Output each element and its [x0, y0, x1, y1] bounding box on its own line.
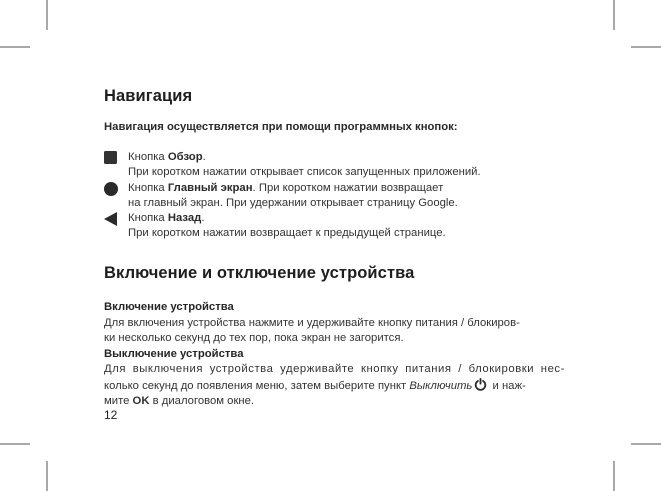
crop-mark-tr-horizontal [631, 46, 661, 48]
crop-mark-tl-vertical [46, 0, 48, 30]
square-icon [104, 151, 117, 164]
nav-button-list [104, 150, 574, 242]
power-off-text-line: Для выключения устройства удерживайте кнопку питания / блокировки нес- [104, 363, 565, 375]
power-on-text-line: ки несколько секунд до тех пор, пока экран не загорится. [104, 332, 404, 344]
nav-item-overview: Кнопка Обзор. При коротком нажатии открывает список запущенных приложений. [104, 150, 574, 181]
crop-mark-br-vertical [613, 461, 615, 491]
power-icon [474, 378, 487, 391]
button-name-overview: Обзор [167, 151, 203, 163]
nav-item-description: При коротком нажатии возвращает к предыдущей странице. [128, 227, 446, 240]
menu-item-shutdown: Выключить [409, 379, 473, 392]
crop-mark-bl-horizontal [0, 443, 30, 445]
navigation-heading: Навигация [104, 87, 193, 105]
power-on-text-line: Для включения устройства нажмите и удерживайте кнопку питания / блокиров- [104, 316, 520, 329]
power-heading: Включение и отключение устройства [104, 264, 415, 282]
nav-item-description: При коротком нажатии открывает список запущенных приложений. [128, 166, 481, 179]
crop-mark-tl-horizontal [0, 46, 30, 48]
crop-mark-tr-vertical [613, 0, 615, 30]
nav-item-description: на главный экран. При удержании открывает страницу Google. [128, 196, 458, 209]
button-name-back: Назад [167, 212, 202, 225]
power-off-text-line: мите OK в диалоговом окне. [104, 395, 255, 407]
triangle-left-icon [104, 212, 117, 226]
nav-item-home: Кнопка Главный экран. При коротком нажатии возвращает на главный экран. При удержании открывает страницу Google. [104, 181, 574, 212]
button-name-home: Главный экран [167, 181, 253, 194]
nav-item-back: Кнопка Назад. При коротком нажатии возвращает к предыдущей странице. [104, 211, 574, 242]
crop-mark-br-horizontal [631, 443, 661, 445]
crop-mark-bl-vertical [46, 461, 48, 491]
circle-icon [104, 182, 118, 196]
navigation-intro: Навигация осуществляется при помощи программных кнопок: [104, 121, 458, 133]
page-number: 12 [104, 408, 118, 422]
power-off-text-line: колько секунд до появления меню, затем выберите пункт Выключить и наж- [104, 379, 526, 392]
power-off-subtitle: Выключение устройства [104, 347, 244, 360]
ok-label: OK [132, 395, 150, 407]
power-on-subtitle: Включение устройства [104, 301, 234, 313]
power-body [104, 300, 576, 410]
